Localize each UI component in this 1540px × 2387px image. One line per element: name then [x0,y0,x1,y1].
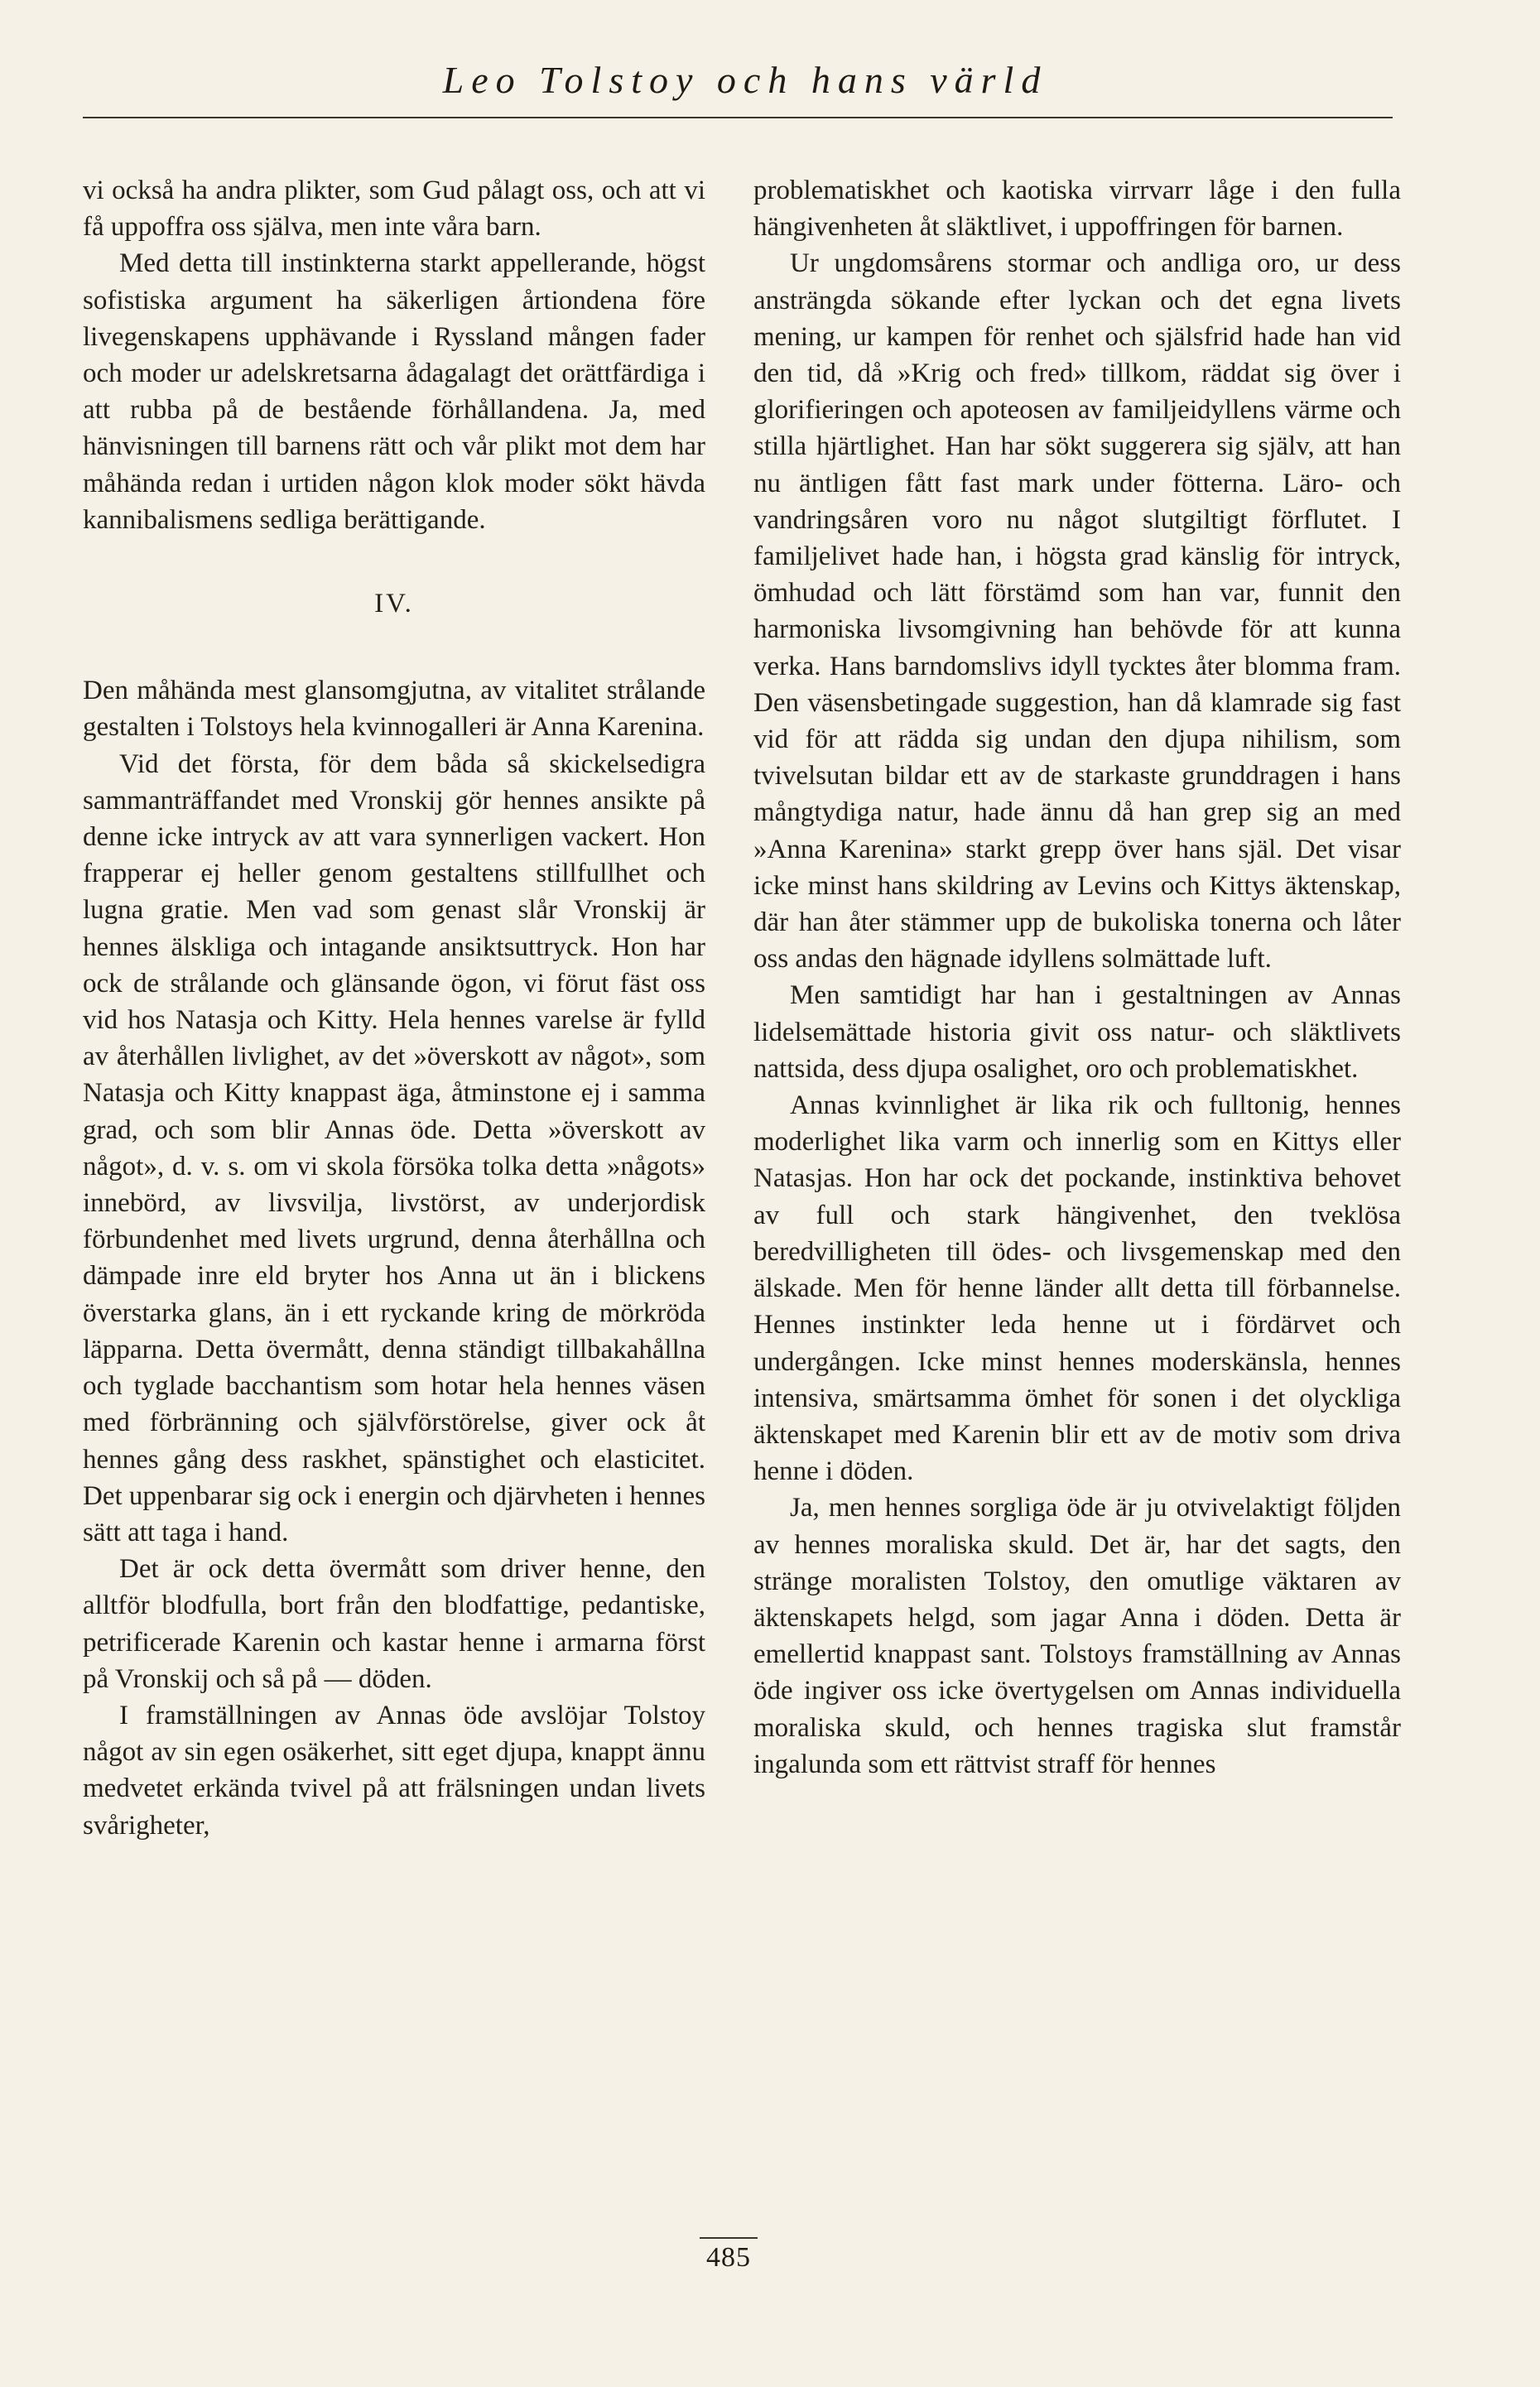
left-column [83,172,705,1844]
paragraph: Den måhända mest glansomgjutna, av vitalitet strålande gestalten i Tolstoys hela kvinnogalleri är Anna Karenina. [83,676,705,743]
page-number: 485 [706,2242,751,2273]
paragraph: Ja, men hennes sorgliga öde är ju otvivelaktigt följden av hennes moraliska skuld. Det är, har det sagts, den stränge moralisten Tolstoy, den omutlige väktaren av äktenskapets helgd, som jagar Anna i döden. Detta är emellertid knappast sant. Tolstoys framställning av Annas öde ingiver oss icke övertygelsen om Annas individuella moraliska skuld, och hennes tragiska slut framstår ingalunda som ett rättvist straff för hennes [753,1493,1401,1779]
paragraph: vi också ha andra plikter, som Gud pålagt oss, och att vi få uppoffra oss själva, men inte våra barn. [83,176,705,243]
paragraph: I framställningen av Annas öde avslöjar Tolstoy något av sin egen osäkerhet, sitt eget djupa, knappt ännu medvetet erkända tvivel på att frälsningen undan livets svårigheter, [83,1700,705,1841]
paragraph: problematiskhet och kaotiska virrvarr låge i den fulla hängivenheten åt släktlivet, i uppoffringen för barnen. [753,176,1401,243]
paragraph: Annas kvinnlighet är lika rik och fulltonig, hennes moderlighet lika varm och innerlig som en Kittys eller Natasjas. Hon har ock det pockande, instinktiva behovet av full och stark hängivenhet, den tveklösa beredvilligheten till ödes- och livsgemenskap med den älskade. Men för henne länder allt detta till förbannelse. Hennes instinkter leda henne ut i fördärvet och undergången. Icke minst hennes moderskänsla, hennes intensiva, smärtsamma ömhet för sonen i det olyckliga äktenskapet med Karenin blir ett av de motiv som driva henne i döden. [753,1090,1401,1487]
running-head: Leo Tolstoy och hans värld [442,59,1048,101]
right-column [753,172,1401,1783]
section-heading: IV. [374,589,414,619]
header-rule [83,117,1393,118]
paragraph: Det är ock detta övermått som driver henne, den alltför blodfulla, bort från den blodfattige, pedantiske, petrificerade Karenin och kastar henne i armarna först på Vronskij och så på — döden. [83,1554,705,1694]
page-number-rule [700,2237,758,2239]
paragraph: Ur ungdomsårens stormar och andliga oro, ur dess ansträngda sökande efter lyckan och det egna livets mening, ur kampen för renhet och själsfrid hade han vid den tid, då »Krig och fred» tillkom, räddat sig över i glorifieringen och apoteosen av familjeidyllens värme och stilla hjärtlighet. Han har sökt suggerera sig själv, att han nu äntligen fått fast mark under fötterna. Läro- och vandringsåren voro nu något slutgiltigt förflutet. I familjelivet hade han, i högsta grad känslig för intryck, ömhudad och lätt förstämd som han var, funnit den harmoniska livsomgivning han behövde för att kunna verka. Hans barndomslivs idyll tycktes åter blomma fram. Den väsensbetingade suggestion, han då klamrade sig fast vid för att rädda sig undan den djupa nihilism, som tvivelsutan bildar ett av de starkaste grunddragen i hans mångtydiga natur, hade ännu då han grep sig an med »Anna Karenina» starkt grepp över hans själ. Det visar icke minst hans skildring av Levins och Kittys äktenskap, där han åter stämmer upp de bukoliska tonerna och låter oss andas den hägnade idyllens solmättade luft. [753,248,1401,975]
paragraph: Men samtidigt har han i gestaltningen av Annas lidelsemättade historia givit oss natur- och släktlivets nattsida, dess djupa osalighet, oro och problematiskhet. [753,980,1401,1084]
paragraph: Med detta till instinkterna starkt appellerande, högst sofistiska argument ha säkerligen årtiondena före livegenskapens upphävande i Ryssland mången fader och moder ur adelskretsarna ådagalagt det orättfärdiga i att rubba på de bestående förhållandena. Ja, med hänvisningen till barnens rätt och vår plikt mot dem har måhända redan i urtiden någon klok moder sökt hävda kannibalismens sedliga berättigande. [83,248,705,535]
paragraph: Vid det första, för dem båda så skickelsedigra sammanträffandet med Vronskij gör hennes ansikte på denne icke intryck av att vara synnerligen vackert. Hon frapperar ej heller genom gestaltens stillfullhet och lugna gratie. Men vad som genast slår Vronskij är hennes älskliga och intagande ansiktsuttryck. Hon har ock de strålande och glänsande ögon, vi förut fäst oss vid hos Natasja och Kitty. Hela hennes varelse är fylld av återhållen livlighet, av det »överskott av något», som Natasja och Kitty knappast äga, åtminstone ej i samma grad, och som blir Annas öde. Detta »överskott av något», d. v. s. om vi skola försöka tolka detta »någots» innebörd, av livsvilja, livstörst, av underjordisk förbundenhet med livets urgrund, denna återhållna och dämpade inre eld bryter hos Anna ut än i blickens överstarka glans, än i ett ryckande kring de mörkröda läpparna. Detta övermått, denna ständigt tillbakahållna och tyglade bacchantism som hotar hela hennes väsen med förbränning och självförstörelse, giver ock åt hennes gång dess raskhet, spänstighet och elasticitet. Det uppenbarar sig ock i energin och djärvheten i hennes sätt att taga i hand. [83,748,705,1547]
